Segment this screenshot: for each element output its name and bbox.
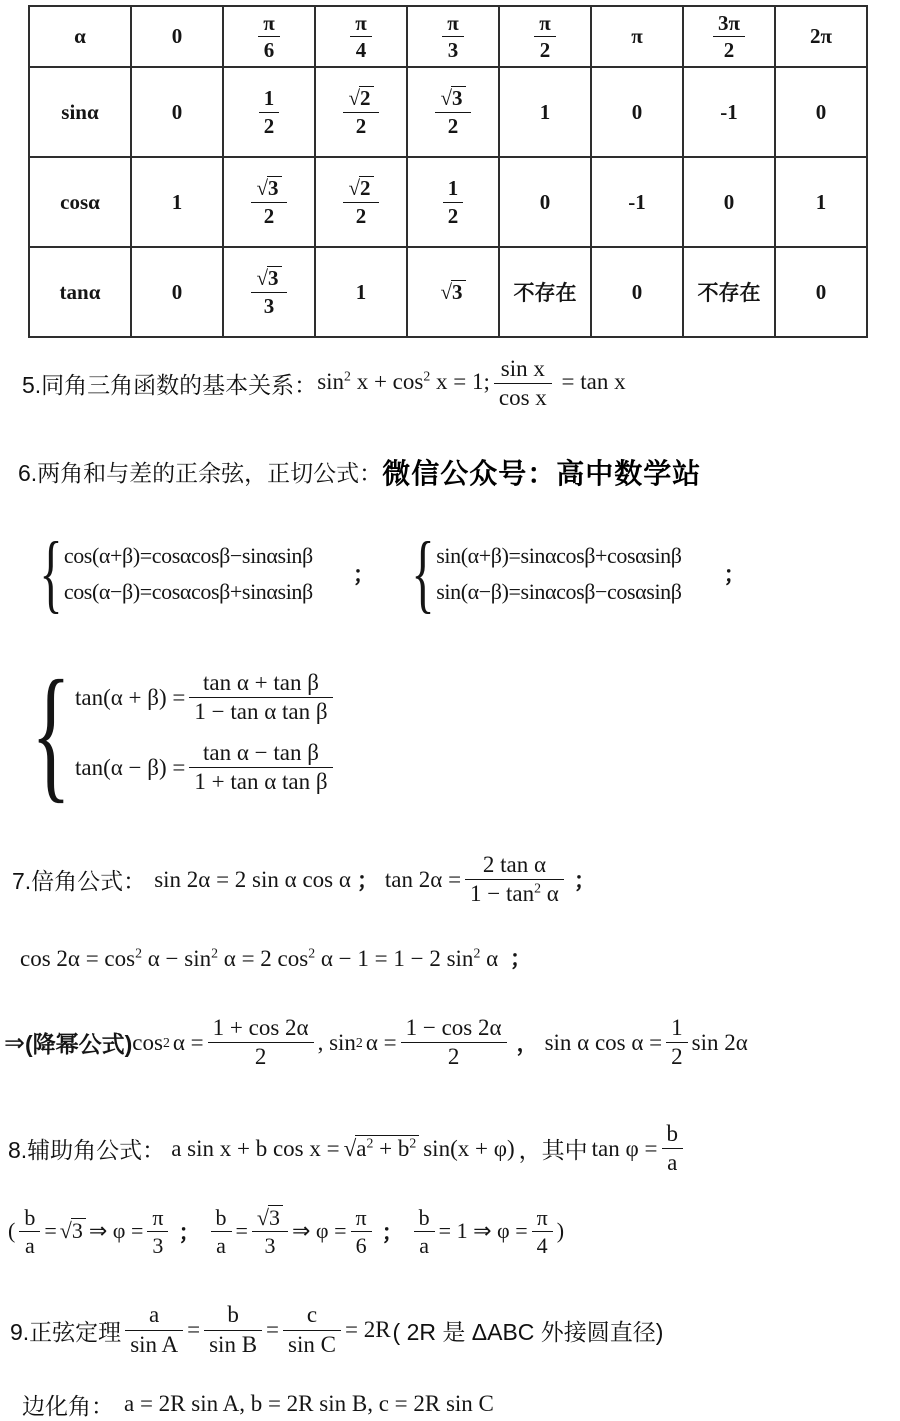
math-text: tan(α + β) =: [75, 684, 186, 710]
left-brace-icon: {: [31, 649, 71, 816]
sqrt: [348, 176, 373, 200]
fraction-den: 2: [447, 1044, 460, 1070]
table-row-tan: [29, 247, 867, 337]
fraction: [534, 11, 556, 62]
cell: [223, 6, 315, 67]
fraction-num: π: [442, 11, 464, 37]
fraction: [532, 1205, 553, 1259]
cell-cos-label: [29, 157, 131, 247]
fraction: [147, 1205, 168, 1259]
sqrt: [348, 86, 373, 110]
fraction: [343, 86, 378, 137]
cell: [499, 157, 591, 247]
cell: [131, 67, 223, 157]
fraction-den: 3: [264, 1232, 276, 1258]
math-text: ⇒ φ =: [88, 1218, 144, 1244]
fraction: [251, 176, 286, 227]
section-5-label: 5.同角三角函数的基本关系：: [22, 372, 318, 399]
fraction-den: 2: [355, 203, 367, 228]
fraction: [351, 1205, 372, 1259]
superscript: 2: [423, 368, 431, 384]
cell-text: 1: [355, 279, 367, 304]
cell: [775, 67, 867, 157]
math-text: + b: [373, 1136, 410, 1162]
math-text: a: [356, 1136, 367, 1162]
fraction: [435, 86, 470, 137]
fraction: [662, 1121, 684, 1177]
table-row-alpha: [29, 6, 867, 67]
superscript: 2: [366, 1135, 374, 1151]
fraction-num: [343, 86, 378, 112]
fraction-num: tan α − tan β: [189, 740, 332, 768]
fraction-num: 1 − cos 2α: [401, 1015, 507, 1043]
math-text: cos 2α = cos: [20, 945, 136, 971]
superscript: 2: [211, 945, 219, 961]
side-to-angle-label: 边化角：: [22, 1392, 114, 1419]
fraction: [283, 1302, 341, 1358]
math-text: α: [486, 945, 499, 971]
fraction: [494, 356, 552, 412]
math-text: sin: [317, 369, 345, 395]
math-text: tan 2α =: [384, 866, 462, 892]
fraction: [465, 852, 564, 908]
math-text: tan φ =: [591, 1135, 658, 1161]
cell-text: 1: [539, 99, 551, 124]
fraction-num: [252, 1205, 288, 1232]
wechat-branding: 微信公众号：高中数学站: [382, 457, 702, 489]
fraction: [125, 1302, 183, 1358]
fraction-den: 4: [536, 1232, 548, 1258]
left-brace-icon: {: [411, 524, 435, 622]
math-text: =: [44, 1218, 57, 1244]
fraction-num: b: [204, 1302, 262, 1330]
sqrt-icon: √: [440, 86, 453, 111]
identity-formula: [317, 356, 625, 412]
fraction: [443, 176, 464, 227]
fraction-den: 4: [355, 38, 367, 62]
cell-text: 不存在: [697, 281, 761, 305]
fraction: [442, 11, 464, 62]
fraction-den: sin C: [288, 1331, 336, 1357]
math-text: α − 1 = 1 − 2 sin: [320, 945, 474, 971]
sqrt-arg: [355, 1135, 419, 1161]
fraction-den: 2: [254, 1044, 267, 1070]
sin-2a-formula: sin 2α = 2 sin α cos α: [154, 866, 351, 892]
math-text: a sin x + b cos x =: [171, 1135, 340, 1161]
power-reduction-formula: [4, 1015, 900, 1071]
math-text: x = 1;: [435, 369, 490, 395]
fraction-den: 2: [355, 113, 367, 138]
cell-text: 0: [171, 24, 183, 48]
sin-cos-product-formula: [545, 1015, 748, 1071]
cell-text: 1: [171, 189, 183, 214]
separator: ；: [352, 562, 375, 588]
fraction-den: 3: [263, 293, 275, 318]
superscript: 2: [473, 945, 481, 961]
sqrt-arg: 3: [267, 176, 282, 200]
law-of-sines-formula: [121, 1302, 390, 1358]
fraction: [401, 1015, 507, 1071]
tan-sum-formula: [75, 670, 337, 726]
cell: [775, 247, 867, 337]
fraction-num: b: [662, 1121, 684, 1149]
fraction-den: 3: [447, 38, 459, 62]
math-text: x + cos: [356, 369, 424, 395]
fraction-den: sin B: [209, 1331, 258, 1357]
cell-text: 0: [815, 99, 827, 124]
trig-values-table: [28, 5, 868, 338]
fraction-den: a: [667, 1150, 678, 1176]
math-text: 1 − tan: [470, 881, 535, 907]
fraction-num: [343, 176, 378, 202]
cell-text: 2π: [809, 24, 832, 48]
cos-system: [30, 524, 313, 622]
cell: [591, 6, 683, 67]
cell: [683, 6, 775, 67]
fraction-den: 2: [263, 113, 275, 138]
section-7-double-angle: [12, 852, 900, 908]
sin-sum-formula: sin(α+β)=sinαcosβ+cosαsinβ: [436, 542, 682, 568]
sin-diff-formula: sin(α−β)=sinαcosβ−cosαsinβ: [436, 578, 682, 604]
cell: [223, 157, 315, 247]
section-6-sum-difference: [18, 452, 900, 492]
separator: ；: [356, 868, 379, 894]
sqrt: [257, 1205, 283, 1230]
math-text: sin α cos α =: [544, 1029, 663, 1055]
cell-alpha: [29, 6, 131, 67]
sqrt-icon: √: [256, 176, 269, 201]
cell-text: -1: [720, 99, 738, 124]
cos-2a-formula: [20, 942, 900, 973]
circumcircle-note: ( 2R 是 ΔABC 外接圆直径): [392, 1318, 664, 1345]
sqrt: [256, 176, 281, 200]
cell-text: 0: [723, 189, 735, 214]
cos-diff-formula: cos(α−β)=cosαcosβ+sinαsinβ: [63, 578, 313, 604]
fraction: [259, 86, 280, 137]
cell-text: α: [74, 24, 86, 48]
fraction-num: π: [147, 1205, 168, 1232]
fraction-num: [251, 176, 286, 202]
cell-text: π: [631, 24, 643, 48]
math-text: = 2R: [344, 1317, 391, 1343]
fraction-num: π: [532, 1205, 553, 1232]
tan-2a-formula: [385, 852, 568, 908]
superscript: 2: [135, 945, 142, 961]
separator: ；: [573, 868, 596, 894]
fraction-den: 2: [671, 1044, 683, 1070]
separator: ；: [509, 945, 532, 971]
fraction-den: [465, 880, 564, 907]
cell: [407, 67, 499, 157]
cell: [131, 157, 223, 247]
math-text: =: [187, 1317, 201, 1343]
cell: [131, 6, 223, 67]
math-text: cos: [132, 1029, 163, 1055]
cell: [499, 6, 591, 67]
cell-tan-label: [29, 247, 131, 337]
section-8-label: 8.辅助角公式：: [8, 1137, 166, 1164]
table-row-sin: [29, 67, 867, 157]
cell: [407, 6, 499, 67]
fraction-den: 2: [447, 203, 459, 228]
cell: [407, 247, 499, 337]
fraction-den: sin A: [130, 1331, 179, 1357]
fraction-den: 2: [723, 38, 735, 62]
sqrt: [440, 280, 465, 305]
fraction-num: b: [19, 1205, 40, 1232]
math-text: =: [266, 1317, 280, 1343]
tan-system: [15, 649, 900, 816]
math-text: sin 2α: [691, 1029, 748, 1055]
cell-text: -1: [628, 189, 646, 214]
fraction: [258, 11, 280, 62]
sqrt-icon: √: [348, 176, 361, 201]
tan-phi-formula: [592, 1121, 687, 1177]
section-6-label: 6.两角和与差的正余弦，正切公式：: [18, 460, 383, 487]
sqrt-icon: √: [343, 1136, 357, 1162]
sqrt-icon: √: [256, 266, 269, 291]
cell-text: tanα: [59, 279, 101, 304]
cell: [591, 247, 683, 337]
separator: ；: [381, 1219, 404, 1245]
sin-system: [402, 524, 682, 622]
cell: [407, 157, 499, 247]
fraction: [19, 1205, 40, 1259]
fraction-num: tan α + tan β: [189, 670, 332, 698]
cell: [315, 6, 407, 67]
fraction-num: [435, 86, 470, 112]
sqrt-icon: √: [348, 86, 361, 111]
superscript: 2: [534, 880, 542, 896]
cos-sum-formula: cos(α+β)=cosαcosβ−sinαsinβ: [63, 542, 313, 568]
left-brace-icon: {: [39, 524, 63, 622]
fraction: [350, 11, 372, 62]
open-paren: (: [8, 1218, 16, 1244]
sqrt-icon: √: [59, 1218, 72, 1244]
fraction: [189, 740, 332, 796]
system-lines: [75, 670, 337, 796]
cos-squared-formula: cos 2 α = $\frac{1 + \cos 2\alpha}{2}$ , sin 2 α = $\frac{1 - \cos 2\alpha}{2}$: [132, 1015, 510, 1071]
cell-text: sinα: [61, 99, 99, 124]
fraction: [251, 266, 286, 317]
fraction-num: b: [414, 1205, 435, 1232]
cell-text: 0: [171, 99, 183, 124]
sqrt: [60, 1218, 86, 1244]
cell-not-exist: [499, 247, 591, 337]
fraction: [343, 176, 378, 227]
cell: [315, 247, 407, 337]
fraction: [414, 1205, 435, 1259]
fraction-num: 1: [259, 86, 280, 112]
cell: [499, 67, 591, 157]
math-text: , sin: [317, 1029, 356, 1055]
fraction-num: a: [125, 1302, 183, 1330]
fraction-den: 1 + tan α tan β: [194, 769, 328, 795]
fraction-num: 2 tan α: [465, 852, 564, 880]
fraction-num: π: [350, 11, 372, 37]
fraction-num: π: [351, 1205, 372, 1232]
fraction-num: 1: [443, 176, 464, 202]
power-reduction-label: (降幂公式): [24, 1031, 133, 1058]
cell: [775, 6, 867, 67]
fraction: [252, 1205, 288, 1259]
superscript: 2: [344, 368, 351, 384]
fraction: [713, 11, 745, 62]
fraction-num: π: [534, 11, 556, 37]
side-to-angle-formula: a = 2R sin A, b = 2R sin B, c = 2R sin C: [124, 1391, 494, 1417]
qizhong-label: ，其中: [518, 1137, 588, 1164]
cell: [683, 157, 775, 247]
fraction: [666, 1015, 688, 1071]
fraction-num: π: [258, 11, 280, 37]
fraction-num: 3π: [713, 11, 745, 37]
table-row-cos: [29, 157, 867, 247]
fraction-den: 3: [152, 1232, 164, 1258]
sqrt-arg: 3: [451, 280, 466, 304]
fraction-num: 1 + cos 2α: [208, 1015, 314, 1043]
section-5-identities: [22, 356, 900, 412]
cell-text: 0: [171, 279, 183, 304]
sqrt-arg: 2: [359, 86, 374, 110]
fraction-den: a: [419, 1232, 430, 1258]
tan-diff-formula: [75, 740, 337, 796]
cell-text: 1: [815, 189, 827, 214]
math-text: α = 2 cos: [223, 945, 309, 971]
side-to-angle-line: [22, 1388, 900, 1421]
fraction: [189, 670, 332, 726]
cell: [223, 247, 315, 337]
sqrt-arg: 3: [267, 266, 282, 290]
system-lines: [64, 543, 313, 605]
cell: [775, 157, 867, 247]
sqrt-icon: √: [440, 279, 453, 304]
cell-text: 0: [539, 189, 551, 214]
cell-sin-label: [29, 67, 131, 157]
math-text: α − sin: [147, 945, 212, 971]
fraction-den: 6: [355, 1232, 367, 1258]
fraction-num: [251, 266, 286, 292]
sqrt-arg: 3: [71, 1218, 86, 1243]
separator: ，: [516, 1031, 539, 1057]
fraction-num: b: [211, 1205, 232, 1232]
fraction-num: sin x: [494, 356, 552, 384]
auxiliary-angle-formula: [171, 1135, 514, 1162]
tan-system-group: [15, 649, 337, 816]
fraction-den: 2: [263, 203, 275, 228]
math-text: tan(α − β) =: [75, 754, 186, 780]
superscript: 2: [409, 1135, 417, 1151]
cell: [131, 247, 223, 337]
implies-icon: ⇒: [4, 1029, 25, 1057]
sqrt-icon: √: [256, 1204, 269, 1230]
cell: [591, 67, 683, 157]
sqrt-arg: 2: [359, 176, 374, 200]
fraction: [208, 1015, 314, 1071]
math-text: sin(x + φ): [423, 1135, 515, 1161]
math-text: = tan x: [561, 369, 626, 395]
sqrt-arg: 3: [268, 1205, 283, 1230]
cell-text: 0: [631, 279, 643, 304]
separator: ；: [178, 1219, 201, 1245]
math-text: =: [235, 1218, 248, 1244]
fraction-num: 1: [666, 1015, 688, 1043]
fraction-den: cos x: [498, 385, 547, 411]
math-text: α =: [365, 1029, 397, 1055]
fraction-den: a: [24, 1232, 35, 1258]
superscript: 2: [308, 945, 316, 961]
math-text: ⇒ φ =: [292, 1218, 347, 1244]
sqrt: [344, 1135, 420, 1162]
system-lines: [436, 543, 681, 605]
sqrt-arg: 3: [451, 86, 466, 110]
section-9-label: 9.正弦定理: [10, 1318, 122, 1345]
separator: ；: [723, 562, 746, 588]
fraction-den: 1 − tan α tan β: [194, 699, 328, 725]
fraction: [204, 1302, 262, 1358]
cell-not-exist: [683, 247, 775, 337]
fraction-den: a: [216, 1232, 226, 1258]
cell-text: cosα: [60, 189, 100, 214]
sqrt: [256, 266, 281, 290]
cos-sin-systems: [30, 524, 900, 622]
cell-text: 0: [631, 99, 643, 124]
section-9-law-of-sines: [10, 1302, 900, 1358]
fraction: [211, 1205, 232, 1259]
fraction-den: 6: [263, 38, 275, 62]
cell: [223, 67, 315, 157]
cell: [315, 67, 407, 157]
fraction-den: 2: [539, 38, 551, 62]
cell: [591, 157, 683, 247]
cell: [315, 157, 407, 247]
cell-text: 不存在: [513, 281, 577, 305]
sqrt: [440, 86, 465, 110]
fraction-den: 2: [447, 113, 459, 138]
math-text: = 1 ⇒ φ =: [438, 1218, 528, 1244]
phi-examples: [8, 1205, 900, 1259]
fraction-num: c: [283, 1302, 341, 1330]
close-paren: ): [556, 1218, 565, 1244]
math-text: α =: [172, 1029, 204, 1055]
cell: [683, 67, 775, 157]
section-8-auxiliary-angle: [8, 1121, 900, 1177]
math-text: α: [546, 881, 559, 907]
section-7-label: 7.倍角公式：: [12, 868, 147, 895]
cell-text: 0: [815, 279, 827, 304]
